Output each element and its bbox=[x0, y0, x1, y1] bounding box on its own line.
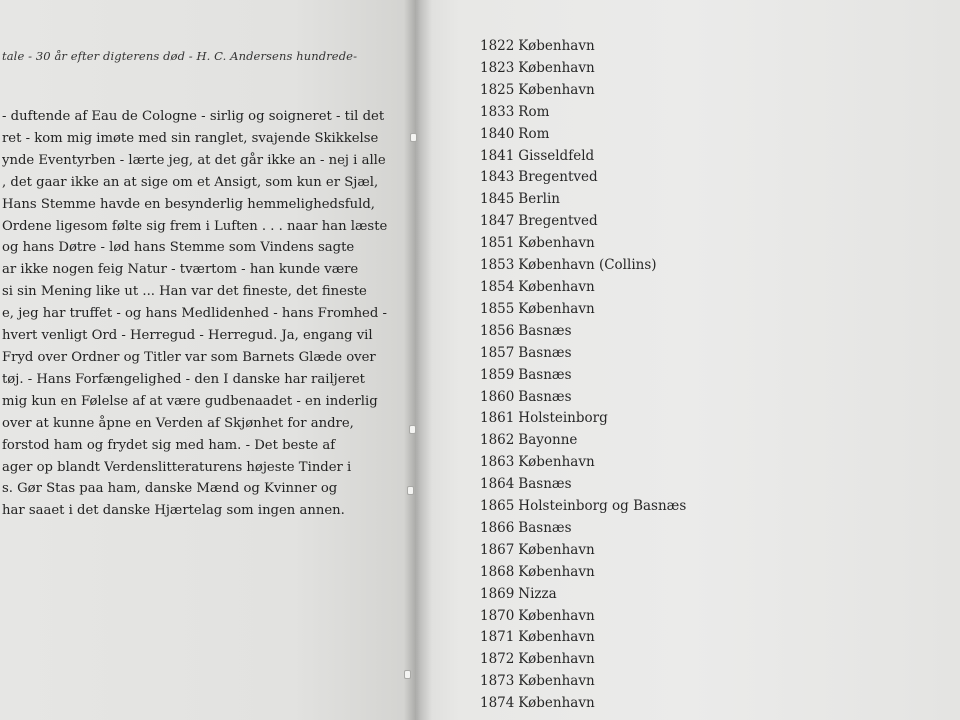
body-text-line: har saaet i det danske Hjærtelag som ingen annen. bbox=[2, 503, 345, 519]
entry-place: Holsteinborg og Basnæs bbox=[518, 498, 687, 515]
chronology-entry bbox=[480, 58, 686, 80]
entry-place: København bbox=[518, 607, 595, 624]
binding-stitch bbox=[410, 133, 417, 142]
chronology-entry bbox=[480, 540, 686, 562]
entry-place: København bbox=[518, 629, 595, 646]
chronology-entry bbox=[480, 430, 686, 452]
body-text-line: ynde Eventyrben - lærte jeg, at det går ikke an - nej i alle bbox=[2, 152, 386, 168]
entry-place: Basnæs bbox=[518, 366, 572, 383]
entry-place: Basnæs bbox=[518, 344, 572, 361]
body-text-line: tøj. - Hans Forfængelighed - den I danske har railjeret bbox=[2, 371, 365, 387]
entry-place: København bbox=[518, 673, 595, 690]
entry-year: 1847 bbox=[480, 213, 515, 230]
entry-year: 1867 bbox=[480, 541, 515, 558]
chronology-entry bbox=[480, 584, 686, 606]
entry-place: Gisseldfeld bbox=[518, 147, 595, 164]
entry-year: 1841 bbox=[480, 147, 515, 164]
entry-place: København (Collins) bbox=[518, 257, 657, 274]
body-text-line: e, jeg har truffet - og hans Medlidenhed - hans Fromhed - bbox=[2, 306, 387, 322]
entry-place: København bbox=[518, 38, 595, 54]
body-text bbox=[2, 106, 418, 522]
entry-year: 1851 bbox=[480, 235, 515, 252]
entry-year: 1873 bbox=[480, 673, 515, 690]
chronology-entry bbox=[480, 255, 686, 277]
entry-place: København bbox=[518, 81, 595, 98]
body-text-line: hvert venligt Ord - Herregud - Herregud. Ja, engang vil bbox=[2, 328, 373, 344]
chronology-entry bbox=[480, 299, 686, 321]
chronology-entry bbox=[480, 36, 686, 58]
binding-stitch bbox=[404, 670, 411, 679]
chronology-entry bbox=[480, 343, 686, 365]
entry-place: København bbox=[518, 59, 595, 76]
chronology-entry bbox=[480, 146, 686, 168]
entry-year: 1845 bbox=[480, 191, 515, 208]
body-text-line: , det gaar ikke an at sige om et Ansigt, som kun er Sjæl, bbox=[2, 174, 379, 190]
running-head: tale - 30 år efter digterens død - H. C. Andersens hundrede- bbox=[2, 49, 358, 63]
chronology-entry bbox=[480, 321, 686, 343]
entry-year: 1866 bbox=[480, 519, 515, 536]
chronology-entry bbox=[480, 693, 686, 715]
body-text-line: Hans Stemme havde en besynderlig hemmelighedsfuld, bbox=[2, 196, 375, 212]
entry-place: København bbox=[518, 695, 595, 712]
body-text-line: Fryd over Ordner og Titler var som Barnets Glæde over bbox=[2, 349, 376, 365]
entry-year: 1856 bbox=[480, 322, 515, 339]
entry-place: København bbox=[518, 300, 595, 317]
entry-year: 1864 bbox=[480, 476, 515, 493]
body-text-line: forstod ham og frydet sig med ham. - Det beste af bbox=[2, 437, 336, 453]
entry-year: 1865 bbox=[480, 498, 515, 515]
entry-year: 1870 bbox=[480, 607, 515, 624]
right-page bbox=[416, 0, 960, 720]
chronology-entry bbox=[480, 277, 686, 299]
binding-stitch bbox=[407, 486, 414, 495]
entry-year: 1872 bbox=[480, 651, 515, 668]
entry-place: København bbox=[518, 278, 595, 295]
entry-place: Nizza bbox=[518, 585, 557, 602]
entry-place: Holsteinborg bbox=[518, 410, 608, 427]
entry-place: København bbox=[518, 454, 595, 471]
entry-year: 1861 bbox=[480, 410, 515, 427]
chronology-list bbox=[480, 36, 686, 715]
entry-place: Basnæs bbox=[518, 519, 572, 536]
entry-year: 1854 bbox=[480, 278, 515, 295]
entry-place: Basnæs bbox=[518, 322, 572, 339]
chronology-entry bbox=[480, 474, 686, 496]
left-page bbox=[0, 0, 418, 720]
entry-place: København bbox=[518, 563, 595, 580]
body-text-line: mig kun en Følelse af at være gudbenaadet - en inderlig bbox=[2, 393, 378, 409]
body-text-line: si sin Mening like ut ... Han var det fineste, det fineste bbox=[2, 284, 367, 300]
entry-year: 1840 bbox=[480, 125, 515, 142]
entry-place: Berlin bbox=[518, 191, 560, 208]
chronology-entry bbox=[480, 562, 686, 584]
chronology-entry bbox=[480, 233, 686, 255]
entry-year: 1823 bbox=[480, 59, 515, 76]
chronology-entry bbox=[480, 80, 686, 102]
entry-place: Rom bbox=[518, 125, 550, 142]
body-text-line: ret - kom mig imøte med sin ranglet, svajende Skikkelse bbox=[2, 130, 379, 146]
body-text-line: ager op blandt Verdenslitteraturens højeste Tinder i bbox=[2, 459, 352, 475]
chronology-entry bbox=[480, 518, 686, 540]
entry-year: 1869 bbox=[480, 585, 515, 602]
entry-year: 1863 bbox=[480, 454, 515, 471]
entry-place: Basnæs bbox=[518, 388, 572, 405]
entry-year: 1855 bbox=[480, 300, 515, 317]
entry-place: Bayonne bbox=[518, 432, 578, 449]
binding-stitch bbox=[409, 425, 416, 434]
entry-year: 1825 bbox=[480, 81, 515, 98]
entry-place: Bregentved bbox=[518, 213, 598, 230]
entry-year: 1874 bbox=[480, 695, 515, 712]
chronology-entry bbox=[480, 211, 686, 233]
entry-year: 1862 bbox=[480, 432, 515, 449]
book-gutter bbox=[404, 0, 432, 720]
body-text-line: over at kunne åpne en Verden af Skjønhet for andre, bbox=[2, 415, 354, 431]
entry-place: København bbox=[518, 651, 595, 668]
chronology-entry bbox=[480, 627, 686, 649]
entry-year: 1859 bbox=[480, 366, 515, 383]
chronology-entry bbox=[480, 452, 686, 474]
body-text-line: Ordene ligesom følte sig frem i Luften . . . naar han læste bbox=[2, 218, 388, 234]
entry-place: København bbox=[518, 541, 595, 558]
chronology-entry bbox=[480, 671, 686, 693]
chronology-entry bbox=[480, 167, 686, 189]
body-text-line: s. Gør Stas paa ham, danske Mænd og Kvinner og bbox=[2, 481, 338, 497]
entry-place: Bregentved bbox=[518, 169, 598, 186]
entry-year: 1857 bbox=[480, 344, 515, 361]
chronology-entry bbox=[480, 649, 686, 671]
chronology-entry bbox=[480, 365, 686, 387]
body-text-line: - duftende af Eau de Cologne - sirlig og soigneret - til det bbox=[2, 109, 385, 124]
entry-year: 1822 bbox=[480, 38, 515, 54]
body-text-line: og hans Døtre - lød hans Stemme som Vindens sagte bbox=[2, 240, 355, 256]
chronology-entry bbox=[480, 102, 686, 124]
entry-place: Rom bbox=[518, 103, 550, 120]
entry-year: 1868 bbox=[480, 563, 515, 580]
entry-year: 1871 bbox=[480, 629, 515, 646]
entry-place: Basnæs bbox=[518, 476, 572, 493]
chronology-entry bbox=[480, 496, 686, 518]
entry-place: København bbox=[518, 235, 595, 252]
body-text-line: ar ikke nogen feig Natur - tværtom - han kunde være bbox=[2, 262, 359, 278]
chronology-entry bbox=[480, 408, 686, 430]
entry-year: 1853 bbox=[480, 257, 515, 274]
entry-year: 1833 bbox=[480, 103, 515, 120]
chronology-entry bbox=[480, 387, 686, 409]
chronology-entry bbox=[480, 606, 686, 628]
chronology-entry bbox=[480, 189, 686, 211]
entry-year: 1843 bbox=[480, 169, 515, 186]
entry-year: 1860 bbox=[480, 388, 515, 405]
chronology-entry bbox=[480, 124, 686, 146]
